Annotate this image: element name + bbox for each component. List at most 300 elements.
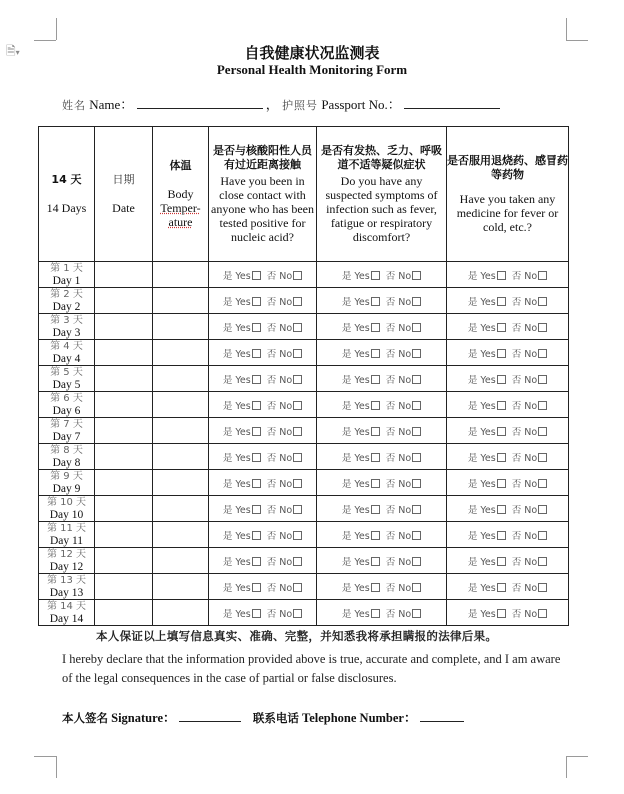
no-checkbox[interactable] xyxy=(538,583,547,592)
no-checkbox[interactable] xyxy=(538,375,547,384)
crop-mark-bottom-left-v xyxy=(56,756,57,778)
symptoms-answer-cell xyxy=(317,496,447,522)
no-checkbox[interactable] xyxy=(293,427,302,436)
symptoms-answer-cell xyxy=(317,418,447,444)
no-label: 否 No xyxy=(511,504,538,516)
no-checkbox[interactable] xyxy=(538,401,547,410)
yes-checkbox[interactable] xyxy=(371,271,380,280)
no-label: 否 No xyxy=(385,374,412,386)
no-label: 否 No xyxy=(511,530,538,542)
telephone-field[interactable] xyxy=(420,709,464,722)
no-checkbox[interactable] xyxy=(412,427,421,436)
temperature-cell[interactable] xyxy=(153,522,209,548)
no-checkbox[interactable] xyxy=(293,531,302,540)
table-row xyxy=(39,444,569,470)
day-label-en: Day 4 xyxy=(52,352,81,365)
chevron-down-icon: ▾ xyxy=(15,48,20,57)
day-label xyxy=(39,522,95,548)
header-medicine xyxy=(447,127,569,262)
yes-checkbox[interactable] xyxy=(371,427,380,436)
header-temperature xyxy=(153,127,209,262)
symptoms-answer-cell xyxy=(317,600,447,626)
date-cell[interactable] xyxy=(95,444,153,470)
contact-answer-cell xyxy=(209,340,317,366)
yes-checkbox[interactable] xyxy=(252,401,261,410)
header-date-cn: 日期 xyxy=(112,173,135,186)
day-label-en: Day 13 xyxy=(49,586,84,599)
no-label: 否 No xyxy=(385,504,412,516)
table-row xyxy=(39,574,569,600)
header-days-en: 14 Days xyxy=(46,201,87,215)
date-cell[interactable] xyxy=(95,548,153,574)
yes-checkbox[interactable] xyxy=(371,583,380,592)
day-label-cn: 第 4 天 xyxy=(50,340,83,352)
contact-answer-cell xyxy=(209,262,317,288)
symptoms-answer-cell xyxy=(317,444,447,470)
contact-answer-cell xyxy=(209,392,317,418)
yes-checkbox[interactable] xyxy=(371,375,380,384)
yes-checkbox[interactable] xyxy=(371,531,380,540)
yes-checkbox[interactable] xyxy=(252,323,261,332)
day-label xyxy=(39,340,95,366)
yes-checkbox[interactable] xyxy=(252,453,261,462)
symptoms-answer-cell xyxy=(317,288,447,314)
no-checkbox[interactable] xyxy=(412,297,421,306)
yes-checkbox[interactable] xyxy=(371,557,380,566)
yes-label: 是 Yes xyxy=(467,296,496,308)
no-checkbox[interactable] xyxy=(293,271,302,280)
day-label-cn: 第 10 天 xyxy=(46,496,87,508)
table-row xyxy=(39,496,569,522)
signature-line xyxy=(62,708,464,726)
yes-checkbox[interactable] xyxy=(497,271,506,280)
no-checkbox[interactable] xyxy=(293,557,302,566)
no-checkbox[interactable] xyxy=(538,557,547,566)
no-label: 否 No xyxy=(266,270,293,282)
day-label xyxy=(39,262,95,288)
yes-label: 是 Yes xyxy=(341,400,370,412)
page-title-cn: 自我健康状况监测表 xyxy=(244,44,380,62)
no-checkbox[interactable] xyxy=(293,349,302,358)
yes-label: 是 Yes xyxy=(467,452,496,464)
yes-label: 是 Yes xyxy=(222,452,251,464)
yes-label: 是 Yes xyxy=(222,530,251,542)
no-checkbox[interactable] xyxy=(293,609,302,618)
yes-checkbox[interactable] xyxy=(252,479,261,488)
no-checkbox[interactable] xyxy=(412,401,421,410)
no-label: 否 No xyxy=(385,270,412,282)
crop-mark-top-right-v xyxy=(566,18,567,40)
day-label-en: Day 14 xyxy=(49,612,84,625)
yes-checkbox[interactable] xyxy=(497,505,506,514)
yes-checkbox[interactable] xyxy=(371,297,380,306)
no-label: 否 No xyxy=(266,478,293,490)
date-cell[interactable] xyxy=(95,418,153,444)
yes-checkbox[interactable] xyxy=(497,531,506,540)
yes-checkbox[interactable] xyxy=(252,557,261,566)
yes-label: 是 Yes xyxy=(467,400,496,412)
medicine-answer-cell xyxy=(447,288,569,314)
no-checkbox[interactable] xyxy=(412,557,421,566)
no-label: 否 No xyxy=(266,452,293,464)
yes-checkbox[interactable] xyxy=(497,297,506,306)
day-label-en: Day 3 xyxy=(52,326,81,339)
day-label xyxy=(39,366,95,392)
no-checkbox[interactable] xyxy=(412,349,421,358)
header-contact xyxy=(209,127,317,262)
no-label: 否 No xyxy=(385,400,412,412)
yes-label: 是 Yes xyxy=(341,374,370,386)
day-label-cn: 第 13 天 xyxy=(46,574,87,586)
temperature-cell[interactable] xyxy=(153,366,209,392)
date-cell[interactable] xyxy=(95,392,153,418)
no-label: 否 No xyxy=(385,608,412,620)
crop-mark-top-left-v xyxy=(56,18,57,40)
telephone-label-en: Telephone Number： xyxy=(302,711,417,725)
medicine-answer-cell xyxy=(447,340,569,366)
yes-label: 是 Yes xyxy=(341,478,370,490)
day-label xyxy=(39,600,95,626)
contact-answer-cell xyxy=(209,548,317,574)
yes-checkbox[interactable] xyxy=(252,297,261,306)
page-icon: 🗎 xyxy=(6,44,16,58)
medicine-answer-cell xyxy=(447,392,569,418)
contact-answer-cell xyxy=(209,496,317,522)
table-row xyxy=(39,548,569,574)
no-label: 否 No xyxy=(511,270,538,282)
medicine-answer-cell xyxy=(447,470,569,496)
no-checkbox[interactable] xyxy=(293,323,302,332)
temperature-cell[interactable] xyxy=(153,288,209,314)
no-checkbox[interactable] xyxy=(412,375,421,384)
no-label: 否 No xyxy=(511,322,538,334)
day-label xyxy=(39,288,95,314)
yes-checkbox[interactable] xyxy=(252,531,261,540)
header-medicine-en: Have you taken any medicine for fever or cold, etc.? xyxy=(456,192,559,234)
yes-checkbox[interactable] xyxy=(371,401,380,410)
temperature-cell[interactable] xyxy=(153,600,209,626)
yes-label: 是 Yes xyxy=(222,478,251,490)
table-row xyxy=(39,288,569,314)
yes-label: 是 Yes xyxy=(222,374,251,386)
day-label xyxy=(39,548,95,574)
no-checkbox[interactable] xyxy=(293,505,302,514)
table-row xyxy=(39,600,569,626)
no-label: 否 No xyxy=(511,296,538,308)
header-days xyxy=(39,127,95,262)
no-label: 否 No xyxy=(385,556,412,568)
no-label: 否 No xyxy=(385,478,412,490)
medicine-answer-cell xyxy=(447,262,569,288)
header-date xyxy=(95,127,153,262)
no-label: 否 No xyxy=(266,504,293,516)
yes-label: 是 Yes xyxy=(467,348,496,360)
no-checkbox[interactable] xyxy=(293,479,302,488)
symptoms-answer-cell xyxy=(317,392,447,418)
yes-label: 是 Yes xyxy=(341,556,370,568)
yes-label: 是 Yes xyxy=(222,322,251,334)
date-cell[interactable] xyxy=(95,600,153,626)
yes-label: 是 Yes xyxy=(341,504,370,516)
passport-field[interactable] xyxy=(404,96,500,109)
telephone-label-cn: 联系电话 xyxy=(252,711,299,725)
no-label: 否 No xyxy=(266,426,293,438)
no-checkbox[interactable] xyxy=(412,323,421,332)
temperature-cell[interactable] xyxy=(153,262,209,288)
no-label: 否 No xyxy=(385,452,412,464)
yes-label: 是 Yes xyxy=(341,348,370,360)
header-row xyxy=(39,127,569,262)
yes-label: 是 Yes xyxy=(341,608,370,620)
yes-checkbox[interactable] xyxy=(371,453,380,462)
temperature-cell[interactable] xyxy=(153,444,209,470)
medicine-answer-cell xyxy=(447,600,569,626)
yes-label: 是 Yes xyxy=(467,608,496,620)
header-temperature-en-3: ature xyxy=(168,215,193,229)
no-label: 否 No xyxy=(385,582,412,594)
yes-checkbox[interactable] xyxy=(252,427,261,436)
yes-checkbox[interactable] xyxy=(497,557,506,566)
yes-label: 是 Yes xyxy=(467,426,496,438)
day-label-cn: 第 8 天 xyxy=(50,444,83,456)
no-checkbox[interactable] xyxy=(293,297,302,306)
crop-mark-top-right-h xyxy=(566,40,588,41)
date-cell[interactable] xyxy=(95,314,153,340)
day-label-cn: 第 11 天 xyxy=(46,522,87,534)
yes-checkbox[interactable] xyxy=(497,375,506,384)
no-checkbox[interactable] xyxy=(538,505,547,514)
day-label xyxy=(39,470,95,496)
no-checkbox[interactable] xyxy=(293,375,302,384)
name-label-en: Name： xyxy=(89,97,134,112)
date-cell[interactable] xyxy=(95,288,153,314)
day-label xyxy=(39,574,95,600)
yes-label: 是 Yes xyxy=(467,322,496,334)
name-field[interactable] xyxy=(137,96,263,109)
symptoms-answer-cell xyxy=(317,522,447,548)
yes-checkbox[interactable] xyxy=(497,453,506,462)
monitoring-table xyxy=(38,126,569,626)
yes-checkbox[interactable] xyxy=(371,505,380,514)
table-row xyxy=(39,392,569,418)
yes-checkbox[interactable] xyxy=(252,505,261,514)
date-cell[interactable] xyxy=(95,262,153,288)
day-label-cn: 第 5 天 xyxy=(50,366,83,378)
crop-mark-top-left-h xyxy=(34,40,56,41)
symptoms-answer-cell xyxy=(317,366,447,392)
no-label: 否 No xyxy=(511,452,538,464)
temperature-cell[interactable] xyxy=(153,314,209,340)
symptoms-answer-cell xyxy=(317,574,447,600)
contact-answer-cell xyxy=(209,366,317,392)
medicine-answer-cell xyxy=(447,522,569,548)
no-checkbox[interactable] xyxy=(538,297,547,306)
no-checkbox[interactable] xyxy=(412,505,421,514)
yes-label: 是 Yes xyxy=(467,582,496,594)
yes-checkbox[interactable] xyxy=(252,583,261,592)
yes-checkbox[interactable] xyxy=(252,349,261,358)
no-label: 否 No xyxy=(266,608,293,620)
yes-label: 是 Yes xyxy=(467,504,496,516)
date-cell[interactable] xyxy=(95,496,153,522)
temperature-cell[interactable] xyxy=(153,418,209,444)
yes-checkbox[interactable] xyxy=(371,349,380,358)
crop-mark-bottom-right-h xyxy=(566,756,588,757)
yes-label: 是 Yes xyxy=(341,582,370,594)
yes-checkbox[interactable] xyxy=(371,479,380,488)
header-symptoms-cn: 是否有发热、乏力、呼吸道不适等疑似症状 xyxy=(321,144,442,171)
no-label: 否 No xyxy=(511,556,538,568)
header-temperature-en-1: Body xyxy=(167,187,194,201)
no-checkbox[interactable] xyxy=(293,401,302,410)
day-label-en: Day 5 xyxy=(52,378,81,391)
no-label: 否 No xyxy=(266,530,293,542)
temperature-cell[interactable] xyxy=(153,574,209,600)
day-label-cn: 第 2 天 xyxy=(50,288,83,300)
no-checkbox[interactable] xyxy=(412,531,421,540)
yes-label: 是 Yes xyxy=(222,582,251,594)
temperature-cell[interactable] xyxy=(153,340,209,366)
no-checkbox[interactable] xyxy=(412,479,421,488)
symptoms-answer-cell xyxy=(317,470,447,496)
contact-answer-cell xyxy=(209,314,317,340)
no-label: 否 No xyxy=(385,296,412,308)
day-label-en: Day 10 xyxy=(49,508,84,521)
yes-checkbox[interactable] xyxy=(252,375,261,384)
no-label: 否 No xyxy=(511,426,538,438)
yes-label: 是 Yes xyxy=(222,608,251,620)
date-cell[interactable] xyxy=(95,574,153,600)
yes-label: 是 Yes xyxy=(341,270,370,282)
date-cell[interactable] xyxy=(95,522,153,548)
signature-field[interactable] xyxy=(179,709,241,722)
no-checkbox[interactable] xyxy=(538,349,547,358)
header-symptoms xyxy=(317,127,447,262)
yes-checkbox[interactable] xyxy=(497,323,506,332)
day-label xyxy=(39,314,95,340)
no-checkbox[interactable] xyxy=(538,479,547,488)
day-label-en: Day 7 xyxy=(52,430,81,443)
passport-label-cn: 护照号 xyxy=(282,99,319,112)
separator: ， xyxy=(265,97,279,112)
contact-answer-cell xyxy=(209,574,317,600)
yes-checkbox[interactable] xyxy=(497,479,506,488)
declaration-cn: 本人保证以上填写信息真实、准确、完整，并知悉我将承担瞒报的法律后果。 xyxy=(96,629,498,643)
yes-label: 是 Yes xyxy=(467,556,496,568)
no-checkbox[interactable] xyxy=(538,271,547,280)
header-days-cn: 14 天 xyxy=(51,173,82,186)
no-label: 否 No xyxy=(266,374,293,386)
no-checkbox[interactable] xyxy=(412,271,421,280)
no-label: 否 No xyxy=(511,608,538,620)
no-checkbox[interactable] xyxy=(538,531,547,540)
yes-label: 是 Yes xyxy=(341,322,370,334)
yes-checkbox[interactable] xyxy=(497,401,506,410)
yes-label: 是 Yes xyxy=(341,452,370,464)
day-label-en: Day 2 xyxy=(52,300,81,313)
no-label: 否 No xyxy=(266,296,293,308)
no-label: 否 No xyxy=(511,478,538,490)
temperature-cell[interactable] xyxy=(153,548,209,574)
yes-checkbox[interactable] xyxy=(497,349,506,358)
identity-line xyxy=(62,94,500,113)
no-checkbox[interactable] xyxy=(412,609,421,618)
no-label: 否 No xyxy=(266,348,293,360)
no-label: 否 No xyxy=(385,426,412,438)
no-checkbox[interactable] xyxy=(538,427,547,436)
day-label-cn: 第 3 天 xyxy=(50,314,83,326)
no-label: 否 No xyxy=(266,400,293,412)
yes-checkbox[interactable] xyxy=(497,427,506,436)
temperature-cell[interactable] xyxy=(153,496,209,522)
day-label xyxy=(39,496,95,522)
yes-label: 是 Yes xyxy=(467,530,496,542)
medicine-answer-cell xyxy=(447,496,569,522)
yes-checkbox[interactable] xyxy=(252,271,261,280)
no-checkbox[interactable] xyxy=(538,453,547,462)
no-label: 否 No xyxy=(266,322,293,334)
date-cell[interactable] xyxy=(95,340,153,366)
header-contact-cn: 是否与核酸阳性人员有过近距离接触 xyxy=(213,144,312,171)
no-checkbox[interactable] xyxy=(412,583,421,592)
contact-answer-cell xyxy=(209,600,317,626)
temperature-cell[interactable] xyxy=(153,470,209,496)
yes-label: 是 Yes xyxy=(467,478,496,490)
table-row xyxy=(39,418,569,444)
no-label: 否 No xyxy=(511,348,538,360)
yes-checkbox[interactable] xyxy=(371,609,380,618)
medicine-answer-cell xyxy=(447,444,569,470)
yes-checkbox[interactable] xyxy=(497,609,506,618)
date-cell[interactable] xyxy=(95,366,153,392)
day-label-en: Day 9 xyxy=(52,482,81,495)
no-checkbox[interactable] xyxy=(538,323,547,332)
no-checkbox[interactable] xyxy=(538,609,547,618)
header-medicine-cn: 是否服用退烧药、感冒药等药物 xyxy=(447,154,568,181)
symptoms-answer-cell xyxy=(317,548,447,574)
no-label: 否 No xyxy=(266,556,293,568)
header-contact-en: Have you been in close contact with anyone who has been tested positive for nucleic acid? xyxy=(211,174,314,244)
yes-label: 是 Yes xyxy=(222,296,251,308)
contact-answer-cell xyxy=(209,470,317,496)
header-date-en: Date xyxy=(112,201,135,215)
header-symptoms-en: Do you have any suspected symptoms of infection such as fever, fatigue or respiratory discomfort? xyxy=(325,174,438,244)
no-label: 否 No xyxy=(385,530,412,542)
no-checkbox[interactable] xyxy=(412,453,421,462)
no-checkbox[interactable] xyxy=(293,453,302,462)
yes-checkbox[interactable] xyxy=(252,609,261,618)
day-label-en: Day 6 xyxy=(52,404,81,417)
medicine-answer-cell xyxy=(447,314,569,340)
passport-label-en: Passport No.： xyxy=(321,97,401,112)
yes-label: 是 Yes xyxy=(222,556,251,568)
day-label-cn: 第 1 天 xyxy=(50,262,83,274)
crop-mark-bottom-left-h xyxy=(34,756,56,757)
contact-answer-cell xyxy=(209,444,317,470)
day-label xyxy=(39,418,95,444)
day-label-en: Day 11 xyxy=(49,534,84,547)
symptoms-answer-cell xyxy=(317,314,447,340)
yes-label: 是 Yes xyxy=(467,270,496,282)
day-label-en: Day 12 xyxy=(49,560,84,573)
yes-checkbox[interactable] xyxy=(497,583,506,592)
day-label-cn: 第 14 天 xyxy=(46,600,87,612)
temperature-cell[interactable] xyxy=(153,392,209,418)
no-checkbox[interactable] xyxy=(293,583,302,592)
page-title-en: Personal Health Monitoring Form xyxy=(216,62,408,77)
yes-checkbox[interactable] xyxy=(371,323,380,332)
date-cell[interactable] xyxy=(95,470,153,496)
